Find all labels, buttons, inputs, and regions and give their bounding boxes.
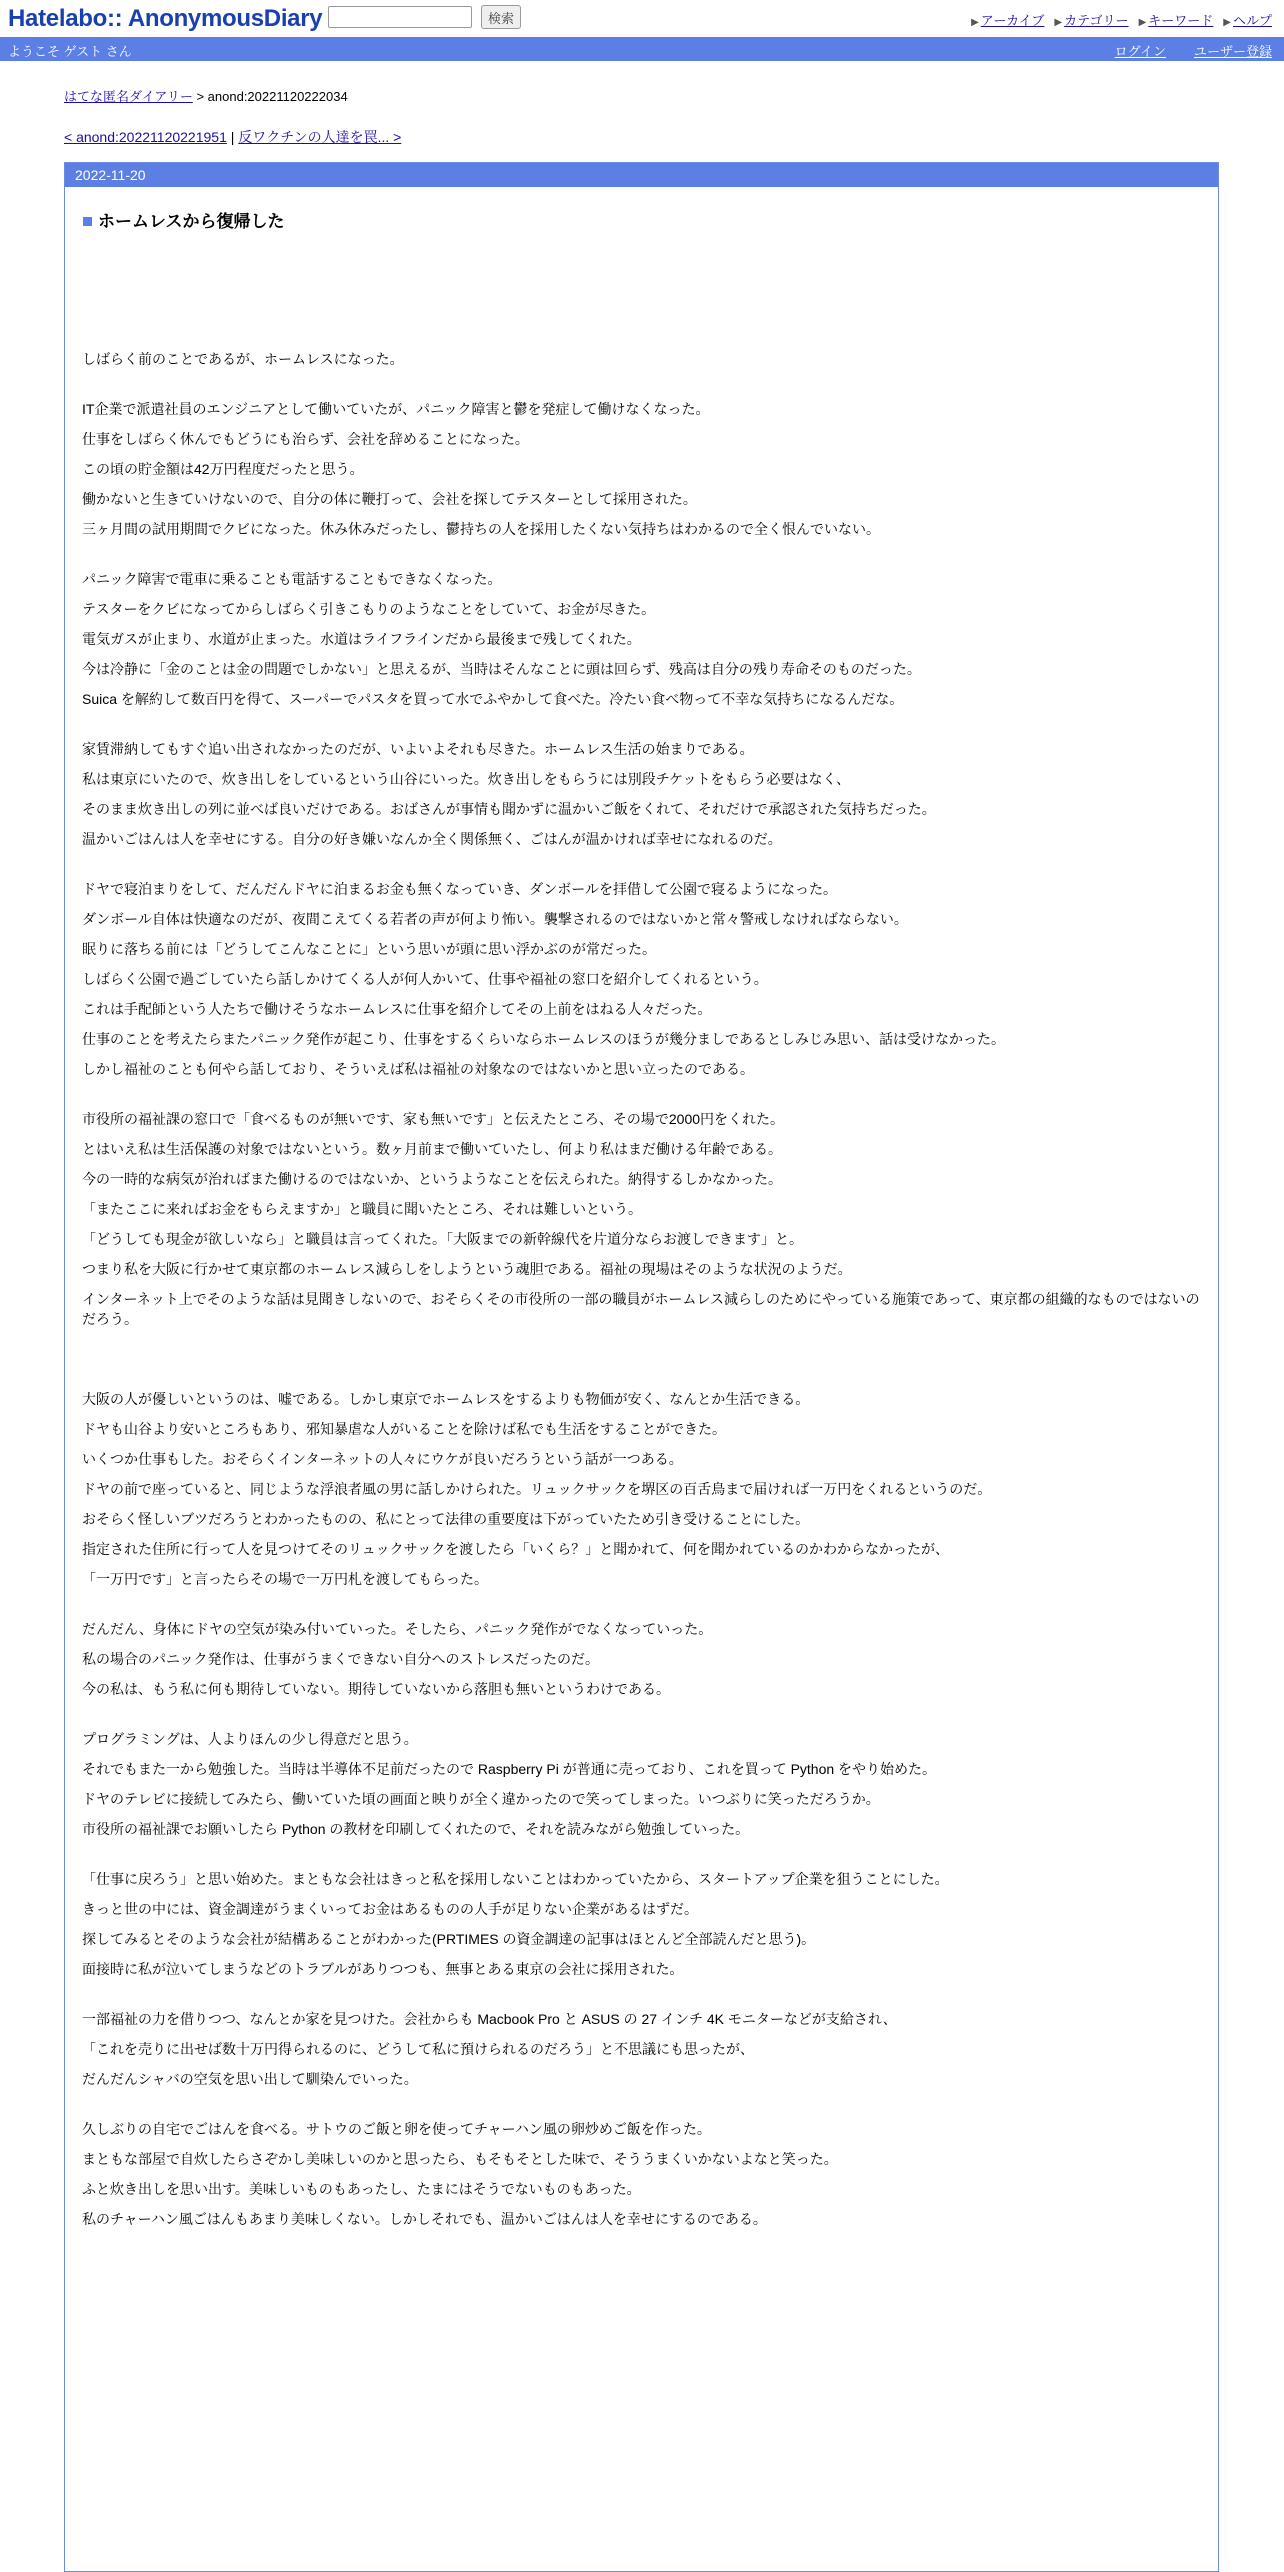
entry-line: これは手配師という人たちで働けそうなホームレスに仕事を紹介してその上前をはねる人々だった。: [82, 1001, 712, 1017]
archive-link[interactable]: アーカイブ: [980, 13, 1045, 28]
paragraph-gap: [82, 1599, 1202, 1619]
entry-line: まともな部屋で自炊したらさぞかし美味しいのかと思ったら、もそもそとした味で、そううまくいかないよなと笑った。: [82, 2151, 838, 2167]
entry-line: だんだん、身体にドヤの空気が染み付いていった。そしたら、パニック発作がでなくなっていった。: [82, 1621, 713, 1637]
entry-line: ダンボール自体は快適なのだが、夜間こえてくる若者の声が何より怖い。襲撃されるのではないかと常々警戒しなければならない。: [82, 911, 908, 927]
paragraph-gap: [82, 1989, 1202, 2009]
nav-archive[interactable]: [971, 10, 1044, 29]
entry-line: 「仕事に戻ろう」と思い始めた。まともな会社はきっと私を採用しないことはわかっていたから、スタートアップ企業を狙うことにした。: [82, 1871, 949, 1887]
entry-line: ドヤのテレビに接続してみたら、働いていた頃の画面と映りが全く違かったので笑ってしまった。いつぶりに笑っただろうか。: [82, 1791, 880, 1807]
login-link[interactable]: ログイン: [1114, 44, 1166, 59]
paragraph-gap: [82, 1089, 1202, 1109]
entry-line: 市役所の福祉課でお願いしたら Python の教材を印刷してくれたので、それを読みながら勉強していった。: [82, 1821, 750, 1837]
entry-pager: [64, 127, 401, 147]
entry-line: 三ヶ月間の試用期間でクビになった。休み休みだったし、鬱持ちの人を採用したくない気持ちはわかるので全く恨んでいない。: [82, 521, 880, 537]
paragraph-gap: [82, 1339, 1202, 1389]
user-bar: [0, 37, 1284, 61]
entry-line: IT企業で派遣社員のエンジニアとして働いていたが、パニック障害と鬱を発症して働けなくなった。: [82, 401, 710, 417]
day-date: 2022-11-20: [65, 163, 1218, 187]
entry-line: 今は冷静に「金のことは金の問題でしかない」と思えるが、当時はそんなことに頭は回らず、残高は自分の残り寿命そのものだった。: [82, 661, 921, 677]
search-input[interactable]: [328, 6, 472, 28]
breadcrumb: [64, 86, 348, 105]
entry-line: テスターをクビになってからしばらく引きこもりのようなことをしていて、お金が尽きた。: [82, 601, 656, 617]
entry-line: 久しぶりの自宅でごはんを食べる。サトウのご飯と卵を使ってチャーハン風の卵炒めご飯を作った。: [82, 2121, 711, 2137]
register-link[interactable]: ユーザー登録: [1193, 44, 1272, 59]
entry-line: 私は東京にいたので、炊き出しをしているという山谷にいった。炊き出しをもらうには別段チケットをもらう必要はなく、: [82, 771, 851, 787]
paragraph-gap: [82, 859, 1202, 879]
next-entry-link[interactable]: 反ワクチンの人達を罠... >: [238, 129, 402, 145]
entry-line: ドヤで寝泊まりをして、だんだんドヤに泊まるお金も無くなっていき、ダンボールを拝借して公園で寝るようになった。: [82, 881, 838, 897]
entry-line: 仕事をしばらく休んでもどうにも治らず、会社を辞めることになった。: [82, 431, 529, 447]
entry-line: きっと世の中には、資金調達がうまくいってお金はあるものの人手が足りない企業があるはずだ。: [82, 1901, 698, 1917]
breadcrumb-separator: >: [192, 89, 208, 104]
arrow-icon: ▶: [971, 17, 979, 28]
arrow-icon: ▶: [1054, 17, 1063, 28]
entry-line: いくつか仕事もした。おそらくインターネットの人々にウケが良いだろうという話が一つある。: [82, 1451, 683, 1467]
prev-entry-link[interactable]: < anond:20221120221951: [64, 129, 227, 145]
entry-line: 一部福祉の力を借りつつ、なんとか家を見つけた。会社からも Macbook Pro と ASUS の 27 インチ 4K モニターなどが支給され、: [82, 2011, 897, 2027]
breadcrumb-home-link[interactable]: はてな匿名ダイアリー: [64, 89, 193, 104]
help-link[interactable]: ヘルプ: [1232, 13, 1272, 28]
paragraph-gap: [82, 549, 1202, 569]
entry-line: 「これを売りに出せば数十万円得られるのに、どうして私に預けられるのだろう」と不思議にも思ったが、: [82, 2041, 754, 2057]
entry-line: 働かないと生きていけないので、自分の体に鞭打って、会社を探してテスターとして採用された。: [82, 491, 697, 507]
site-header: [0, 0, 1284, 37]
entry-line: とはいえ私は生活保護の対象ではないという。数ヶ月前まで働いていたし、何より私はまだ働ける年齢である。: [82, 1141, 782, 1157]
top-nav: [971, 10, 1272, 29]
entry-line: しばらく前のことであるが、ホームレスになった。: [82, 351, 404, 367]
pager-separator: |: [226, 129, 239, 145]
paragraph-gap: [82, 1849, 1202, 1869]
paragraph-gap: [82, 2099, 1202, 2119]
entry-line: つまり私を大阪に行かせて東京都のホームレス減らしをしようという魂胆である。福祉の現場はそのような状況のようだ。: [82, 1261, 852, 1277]
entry-body: [82, 349, 1202, 2239]
breadcrumb-current: anond:20221120222034: [207, 89, 348, 104]
entry-line: 市役所の福祉課の窓口で「食べるものが無いです、家も無いです」と伝えたところ、その場で2000円をくれた。: [82, 1111, 785, 1127]
nav-keyword[interactable]: [1139, 10, 1214, 29]
entry-line: 私のチャーハン風ごはんもあまり美味しくない。しかしそれでも、温かいごはんは人を幸せにするのである。: [82, 2211, 767, 2227]
entry-line: 今の一時的な病気が治ればまた働けるのではないか、というようなことを伝えられた。納得するしかなかった。: [82, 1171, 782, 1187]
arrow-icon: ▶: [1223, 17, 1231, 28]
entry-title-text: ホームレスから復帰した: [98, 212, 285, 231]
entry-line: しかし福祉のことも何やら話しており、そういえば私は福祉の対象なのではないかと思い立ったのである。: [82, 1061, 754, 1077]
entry-line: 電気ガスが止まり、水道が止まった。水道はライフラインだから最後まで残してくれた。: [82, 631, 641, 647]
entry-line: 仕事のことを考えたらまたパニック発作が起こり、仕事をするくらいならホームレスのほうが幾分ましであるとしみじみ思い、話は受けなかった。: [82, 1031, 1006, 1047]
entry-line: ふと炊き出しを思い出す。美味しいものもあったし、たまにはそうでないものもあった。: [82, 2181, 641, 2197]
entry-line: 指定された住所に行って人を見つけてそのリュックサックを渡したら「いくら？」と聞かれて、何を聞かれているのかわからなかったが、: [82, 1541, 950, 1557]
entry-line: 面接時に私が泣いてしまうなどのトラブルがありつつも、無事とある東京の会社に採用された。: [82, 1961, 684, 1977]
entry-line: だんだんシャバの空気を思い出して馴染んでいった。: [82, 2071, 418, 2087]
entry-line: 探してみるとそのような会社が結構あることがわかった(PRTIMES の資金調達の記事はほとんど全部読んだと思う)。: [82, 1931, 816, 1947]
nav-category[interactable]: [1054, 10, 1128, 29]
site-logo[interactable]: Hatelabo:: AnonymousDiary: [8, 5, 323, 32]
entry-line: それでもまた一から勉強した。当時は半導体不足前だったので Raspberry Pi が普通に売っており、これを買って Python をやり始めた。: [82, 1761, 937, 1777]
entry-line: インターネット上でそのような話は見聞きしないので、おそらくその市役所の一部の職員がホームレス減らしのためにやっている施策であって、東京都の組織的なものではないのだろう。: [82, 1291, 1200, 1327]
paragraph-gap: [82, 719, 1202, 739]
entry-title: [83, 207, 285, 232]
entry-line: プログラミングは、人よりほんの少し得意だと思う。: [82, 1731, 418, 1747]
entry-line: 私の場合のパニック発作は、仕事がうまくできない自分へのストレスだったのだ。: [82, 1651, 600, 1667]
auth-links: [1115, 41, 1272, 60]
entry-line: 今の私は、もう私に何も期待していない。期待していないから落胆も無いというわけである。: [82, 1681, 670, 1697]
section-marker-icon[interactable]: [83, 217, 92, 226]
entry-line: そのまま炊き出しの列に並べば良いだけである。おばさんが事情も聞かずに温かいご飯をくれて、それだけで承認された気持ちだった。: [82, 801, 936, 817]
paragraph-gap: [82, 379, 1202, 399]
entry-line: しばらく公園で過ごしていたら話しかけてくる人が何人かいて、仕事や福祉の窓口を紹介してくれるという。: [82, 971, 768, 987]
entry-line: 眠りに落ちる前には「どうしてこんなことに」という思いが頭に思い浮かぶのが常だった。: [82, 941, 656, 957]
entry-line: この頃の貯金額は42万円程度だったと思う。: [82, 461, 364, 477]
entry-line: ドヤも山谷より安いところもあり、邪知暴虐な人がいることを除けば私でも生活をすることができた。: [82, 1421, 726, 1437]
arrow-icon: ▶: [1138, 17, 1147, 28]
entry-line: ドヤの前で座っていると、同じような浮浪者風の男に話しかけられた。リュックサックを堺区の百舌鳥まで届ければ一万円をくれるというのだ。: [82, 1481, 992, 1497]
entry-line: おそらく怪しいブツだろうとわかったものの、私にとって法律の重要度は下がっていたため引き受けることにした。: [82, 1511, 810, 1527]
entry-line: 家賃滞納してもすぐ追い出されなかったのだが、いよいよそれも尽きた。ホームレス生活の始まりである。: [82, 741, 754, 757]
search-button[interactable]: 検索: [481, 5, 521, 29]
welcome-text: ようこそ ゲスト さん: [8, 44, 132, 59]
entry-line: パニック障害で電車に乗ることも電話することもできなくなった。: [82, 571, 502, 587]
entry-line: 「またここに来ればお金をもらえますか」と職員に聞いたところ、それは難しいという。: [82, 1201, 642, 1217]
entry-line: 大阪の人が優しいというのは、嘘である。しかし東京でホームレスをするよりも物価が安く、なんとか生活できる。: [82, 1391, 810, 1407]
entry-line: 「一万円です」と言ったらその場で一万円札を渡してもらった。: [82, 1571, 488, 1587]
paragraph-gap: [82, 1709, 1202, 1729]
day-section: [64, 162, 1219, 2572]
entry-line: 「どうしても現金が欲しいなら」と職員は言ってくれた。「大阪までの新幹線代を片道分ならお渡しできます」と。: [82, 1231, 803, 1247]
keyword-link[interactable]: キーワード: [1148, 13, 1214, 28]
entry-line: Suica を解約して数百円を得て、スーパーでパスタを買って水でふやかして食べた。冷たい食べ物って不幸な気持ちになるんだな。: [82, 691, 904, 707]
entry-line: 温かいごはんは人を幸せにする。自分の好き嫌いなんか全く関係無く、ごはんが温かければ幸せになれるのだ。: [82, 831, 782, 847]
nav-help[interactable]: [1223, 10, 1272, 29]
category-link[interactable]: カテゴリー: [1064, 13, 1129, 28]
